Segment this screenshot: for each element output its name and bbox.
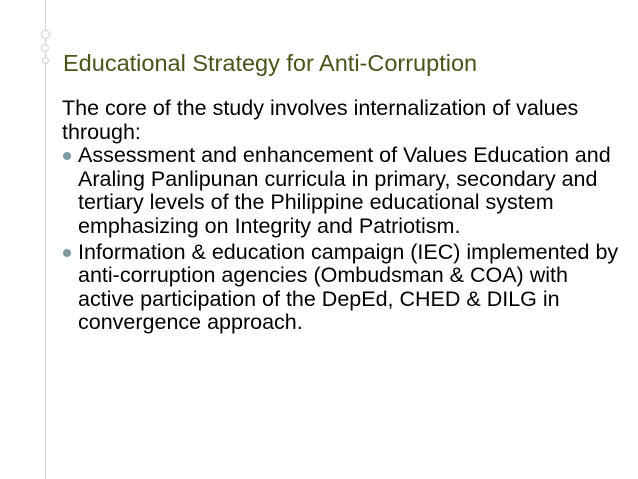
bullet-list xyxy=(62,144,622,335)
bullet-icon xyxy=(63,249,71,257)
bullet-icon xyxy=(63,152,71,160)
decorative-edge-line xyxy=(45,0,46,479)
bullet-text: Assessment and enhancement of Values Education and Araling Panlipunan curricula in primary, secondary and tertiary levels of the Philippine educational system emphasizing on Integrity and Patriotism. xyxy=(78,143,611,238)
slide-body xyxy=(62,97,622,335)
bullet-text: Information & education campaign (IEC) implemented by anti-corruption agencies (Ombudsman & COA) with active participation of the DepEd, CHED & DILG in convergence approach. xyxy=(78,239,619,335)
decorative-circle-icon xyxy=(41,44,49,52)
intro-text: The core of the study involves internalization of values through: xyxy=(62,96,579,144)
list-item xyxy=(62,241,622,335)
list-item xyxy=(62,144,622,238)
slide-title: Educational Strategy for Anti-Corruption xyxy=(63,50,478,76)
decorative-circle-icon xyxy=(41,30,50,39)
decorative-circle-icon xyxy=(42,57,49,64)
